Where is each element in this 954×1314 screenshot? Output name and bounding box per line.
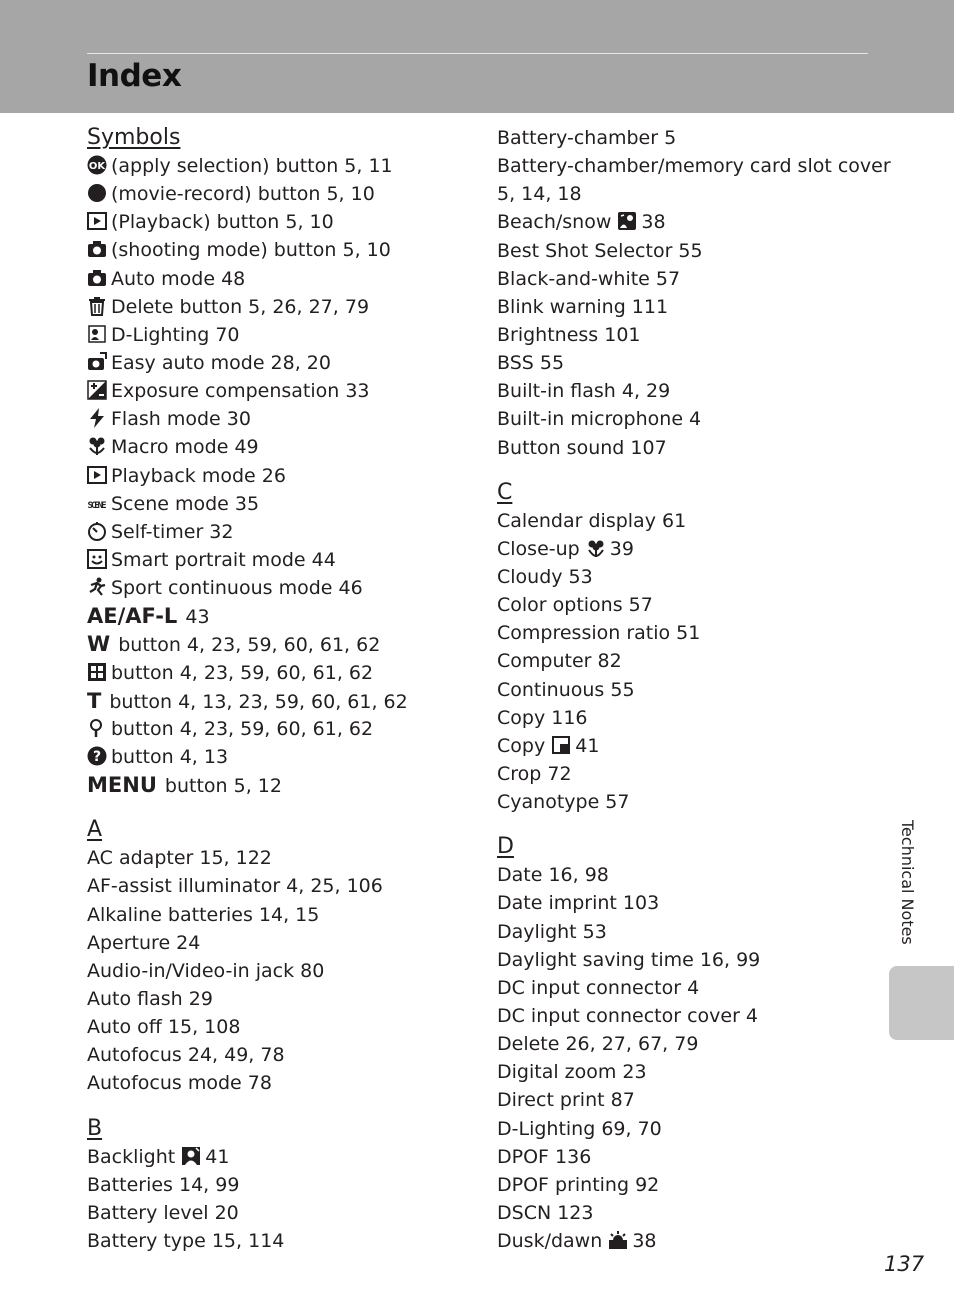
index-entry: [87, 349, 477, 377]
index-entry: [497, 619, 872, 647]
t-letter-icon: T: [87, 688, 102, 713]
index-entry: [87, 574, 477, 602]
camera-icon: [87, 239, 107, 258]
close-up-icon: [586, 538, 606, 557]
index-entry-text: AC adapter 15, 122: [87, 847, 272, 870]
index-entry-text: DPOF 136: [497, 1145, 592, 1168]
index-entry-text: Built-in microphone 4: [497, 408, 702, 431]
index-entry-text: Built-in flash 4, 29: [497, 380, 671, 403]
index-entry-text: Computer 82: [497, 650, 622, 673]
index-entry-text: Auto off 15, 108: [87, 1016, 241, 1039]
section-heading: C: [497, 479, 513, 505]
index-column-left: [87, 124, 477, 1272]
index-entry-text: Cyanotype 57: [497, 791, 630, 814]
index-entry-text: Auto flash 29: [87, 987, 213, 1010]
index-entry-pages: 38: [641, 211, 666, 234]
index-entry: [497, 237, 872, 265]
index-entry: [87, 180, 477, 208]
flash-icon: [87, 408, 107, 427]
backlight-icon: [181, 1146, 201, 1165]
index-entry-text: Smart portrait mode 44: [111, 548, 336, 571]
index-entry: [87, 630, 477, 658]
self-timer-icon: [87, 521, 107, 540]
index-entry: [87, 152, 477, 180]
index-entry-text: Delete button 5, 26, 27, 79: [111, 295, 370, 318]
index-entry-text: Sport continuous mode 46: [111, 577, 363, 600]
index-entry-pages: 41: [205, 1145, 230, 1168]
index-entry-text: button 4, 23, 59, 60, 61, 62: [118, 634, 381, 657]
index-entry: [87, 844, 477, 872]
index-entry: [497, 535, 872, 563]
index-entry-text: Flash mode 30: [111, 408, 251, 431]
index-entry: [497, 918, 872, 946]
index-entry-text: 43: [185, 606, 210, 629]
index-entry: [497, 788, 872, 816]
index-entry-text: Cloudy 53: [497, 565, 593, 588]
index-entry-text: Continuous 55: [497, 678, 635, 701]
index-entry: [87, 208, 477, 236]
index-entry-text: Blink warning 111: [497, 295, 669, 318]
index-entry: [87, 546, 477, 574]
index-entry: [87, 1013, 477, 1041]
index-entry: [497, 507, 872, 535]
index-entry: [497, 293, 872, 321]
index-entry: [497, 1086, 872, 1114]
camera-icon: [87, 268, 107, 287]
index-entry-text: Self-timer 32: [111, 520, 234, 543]
index-entry: [497, 591, 872, 619]
index-entry: [497, 152, 891, 180]
index-entry-text: Beach/snow: [497, 211, 612, 234]
index-entry-text: button 4, 13, 23, 59, 60, 61, 62: [109, 690, 408, 713]
index-entry-text: Exposure compensation 33: [111, 380, 370, 403]
section-heading: B: [87, 1115, 103, 1141]
index-entry-text: Batteries 14, 99: [87, 1173, 240, 1196]
index-entry: [497, 1030, 872, 1058]
index-entry-text: DPOF printing 92: [497, 1173, 660, 1196]
side-tab[interactable]: [889, 966, 954, 1040]
index-entry-text: Autofocus 24, 49, 78: [87, 1044, 285, 1067]
index-entry-text: Alkaline batteries 14, 15: [87, 903, 320, 926]
index-entry-text: Delete 26, 27, 67, 79: [497, 1033, 699, 1056]
index-entry: [87, 1227, 477, 1255]
index-entry: [87, 872, 477, 900]
index-entry: [87, 901, 477, 929]
index-entry: [497, 208, 872, 236]
index-entry-text: Daylight saving time 16, 99: [497, 948, 761, 971]
index-entry-text: Easy auto mode 28, 20: [111, 351, 331, 374]
index-entry: [87, 377, 477, 405]
index-entry-text: Daylight 53: [497, 920, 607, 943]
index-entry-pages: 38: [632, 1230, 657, 1253]
index-entry-text: Macro mode 49: [111, 436, 259, 459]
thumbnail-grid-icon: [87, 662, 107, 681]
index-section: [87, 124, 477, 799]
index-entry: [87, 293, 477, 321]
page-number: 137: [884, 1252, 925, 1276]
index-entry: [497, 265, 872, 293]
macro-flower-icon: [87, 436, 107, 455]
index-entry-text: button 4, 13: [111, 745, 229, 768]
index-entry-text: Date imprint 103: [497, 892, 660, 915]
index-entry: [497, 377, 872, 405]
index-entry: [497, 1171, 872, 1199]
index-entry: [497, 676, 872, 704]
svg-text:?: ?: [92, 748, 102, 765]
index-section: [497, 479, 872, 817]
index-entry-text: button 4, 23, 59, 60, 61, 62: [111, 661, 374, 684]
index-section: [87, 1115, 477, 1256]
index-entry-text: Autofocus mode 78: [87, 1072, 272, 1095]
index-entry: [87, 236, 477, 264]
index-entry: [87, 659, 477, 687]
index-entry: [87, 462, 477, 490]
copy-icon: [551, 735, 571, 754]
beach-snow-icon: [617, 211, 637, 230]
section-heading: Symbols: [87, 125, 181, 150]
index-entry: [497, 946, 872, 974]
index-entry: [497, 889, 872, 917]
index-entry: [87, 405, 477, 433]
playback-icon: [87, 211, 107, 230]
index-entry: [497, 1227, 872, 1255]
index-entry-text: Date 16, 98: [497, 864, 609, 887]
index-entry-text: Crop 72: [497, 762, 572, 785]
index-entry-text: Compression ratio 51: [497, 622, 701, 645]
index-entry: [497, 321, 872, 349]
index-entry-text: (apply selection) button 5, 11: [111, 155, 393, 177]
index-entry-text: Audio-in/Video-in jack 80: [87, 959, 325, 982]
scene-icon: [87, 493, 107, 512]
section-heading: D: [497, 834, 514, 860]
index-entry-text: 5, 14, 18: [497, 183, 582, 206]
index-section: [497, 833, 872, 1255]
index-entry-text: Playback mode 26: [111, 464, 286, 487]
index-entry-text: button 5, 12: [164, 775, 282, 798]
index-entry-text: Copy 116: [497, 706, 588, 729]
index-entry-pages: 41: [575, 734, 600, 757]
index-entry: [497, 563, 872, 591]
smart-portrait-icon: [87, 549, 107, 568]
index-entry-text: (movie-record) button 5, 10: [111, 183, 375, 206]
trash-icon: [87, 296, 107, 315]
index-entry: [497, 434, 872, 462]
index-entry-text: Calendar display 61: [497, 509, 687, 532]
index-entry-text: (shooting mode) button 5, 10: [111, 239, 391, 262]
ae-af-lock-icon: AE/AF-L: [87, 604, 178, 629]
index-entry: [87, 929, 477, 957]
index-entry: [87, 771, 477, 799]
sport-continuous-icon: [87, 577, 107, 596]
easy-auto-icon: [87, 352, 107, 371]
page-header: [0, 0, 954, 113]
page-title: Index: [87, 58, 182, 94]
index-entry: [497, 405, 872, 433]
svg-text:SCENE: SCENE: [87, 500, 107, 511]
dusk-dawn-icon: [608, 1230, 628, 1249]
header-rule: [87, 53, 868, 54]
index-entry: [87, 743, 477, 771]
index-entry: [87, 490, 477, 518]
index-entry: [497, 1002, 872, 1030]
index-entry: [497, 124, 872, 152]
index-entry-text: AF-assist illuminator 4, 25, 106: [87, 875, 383, 898]
index-section: [497, 124, 891, 462]
index-entry-text: Copy: [497, 734, 546, 757]
index-entry: [87, 715, 477, 743]
index-entry-text: Dusk/dawn: [497, 1230, 603, 1253]
section-heading: A: [87, 817, 103, 843]
index-entry: [87, 1199, 477, 1227]
index-entry-text: Brightness 101: [497, 323, 641, 346]
ok-button-icon: [87, 155, 107, 174]
movie-record-icon: [87, 183, 107, 202]
index-entry: [497, 1058, 872, 1086]
index-entry-text: Close-up: [497, 537, 580, 560]
index-entry-text: BSS 55: [497, 352, 565, 375]
index-entry-text: Black-and-white 57: [497, 267, 681, 290]
index-entry: [497, 974, 872, 1002]
index-entry-text: Color options 57: [497, 594, 653, 617]
index-section: [87, 816, 477, 1097]
index-entry: [87, 1041, 477, 1069]
w-letter-icon: W: [87, 632, 111, 657]
index-entry-text: Auto mode 48: [111, 267, 246, 290]
index-entry: [87, 1143, 477, 1171]
index-entry-text: Battery level 20: [87, 1201, 239, 1224]
index-entry-text: Aperture 24: [87, 931, 201, 954]
zoom-magnifier-icon: [87, 718, 107, 737]
index-entry-text: Backlight: [87, 1145, 176, 1168]
index-entry-pages: 39: [609, 537, 634, 560]
index-entry: [87, 433, 477, 461]
index-entry: [497, 180, 872, 208]
index-entry: [497, 349, 872, 377]
index-entry: [497, 704, 872, 732]
index-entry: [87, 957, 477, 985]
index-column-right: [497, 124, 891, 1272]
index-entry-text: Button sound 107: [497, 436, 667, 459]
index-entry: [87, 321, 477, 349]
menu-icon: MENU: [87, 773, 157, 798]
index-entry-text: Direct print 87: [497, 1089, 635, 1112]
index-entry: [87, 518, 477, 546]
index-entry-text: Battery type 15, 114: [87, 1229, 285, 1252]
d-lighting-icon: [87, 324, 107, 343]
index-entry-text: Battery-chamber 5: [497, 127, 677, 149]
index-entry-text: DC input connector 4: [497, 976, 700, 999]
index-entry-text: D-Lighting 70: [111, 323, 240, 346]
exposure-compensation-icon: [87, 380, 107, 399]
index-entry-text: DC input connector cover 4: [497, 1004, 759, 1027]
index-entry-text: Best Shot Selector 55: [497, 239, 703, 262]
index-entry: [87, 265, 477, 293]
index-entry: [497, 647, 872, 675]
index-entry: [497, 861, 872, 889]
index-entry-text: button 4, 23, 59, 60, 61, 62: [111, 717, 374, 740]
index-entry-text: (Playback) button 5, 10: [111, 211, 334, 234]
side-tab-label: Technical Notes: [898, 820, 917, 945]
index-entry: [497, 1199, 872, 1227]
index-entry: [497, 1143, 872, 1171]
index-entry: [497, 1115, 872, 1143]
index-entry: [87, 687, 477, 715]
index-entry-text: DSCN 123: [497, 1201, 594, 1224]
index-entry-text: D-Lighting 69, 70: [497, 1117, 662, 1140]
index-entry: [497, 732, 872, 760]
index-entry-text: Battery-chamber/memory card slot cover: [497, 155, 891, 178]
index-entry: [87, 602, 477, 630]
index-entry: [87, 985, 477, 1013]
svg-text:OK: OK: [88, 161, 106, 172]
help-icon: [87, 746, 107, 765]
index-entry: [87, 1171, 477, 1199]
playback-icon: [87, 465, 107, 484]
index-entry: [497, 760, 872, 788]
index-entry: [87, 1069, 477, 1097]
index-entry-text: Digital zoom 23: [497, 1061, 647, 1084]
index-entry-text: Scene mode 35: [111, 492, 260, 515]
